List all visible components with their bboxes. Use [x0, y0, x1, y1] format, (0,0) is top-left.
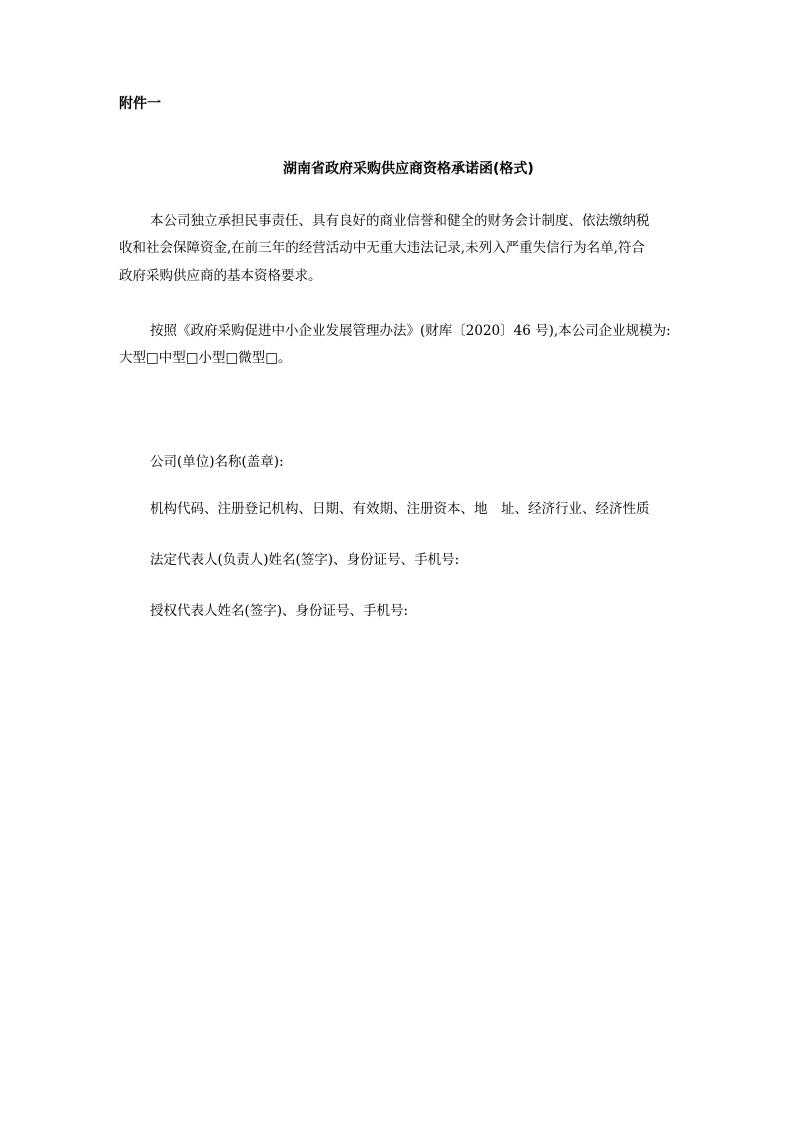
company-name-label: 公司(单位)名称(盖章):: [150, 454, 284, 470]
paragraph1-line1: 本公司独立承担民事责任、具有良好的商业信誉和健全的财务会计制度、依法缴纳税: [150, 213, 650, 229]
paragraph1-line2: 收和社会保障资金,在前三年的经营活动中无重大违法记录,未列入严重失信行为名单,符合: [119, 240, 645, 256]
paragraph1-line3: 政府采购供应商的基本资格要求。: [119, 268, 322, 284]
registration-info-label: 机构代码、注册登记机构、日期、有效期、注册资本、地 址、经济行业、经济性质: [150, 501, 650, 517]
authorized-representative-label: 授权代表人姓名(签字)、身份证号、手机号:: [150, 603, 409, 619]
document-title: 湖南省政府采购供应商资格承诺函(格式): [283, 161, 534, 177]
attachment-label: 附件一: [119, 96, 161, 112]
paragraph2-line2: 大型□中型□小型□微型□。: [119, 350, 292, 366]
legal-representative-label: 法定代表人(负责人)姓名(签字)、身份证号、手机号:: [150, 552, 460, 568]
paragraph2-line1: 按照《政府采购促进中小企业发展管理办法》(财库〔2020〕46 号),本公司企业规模为:: [150, 323, 671, 339]
